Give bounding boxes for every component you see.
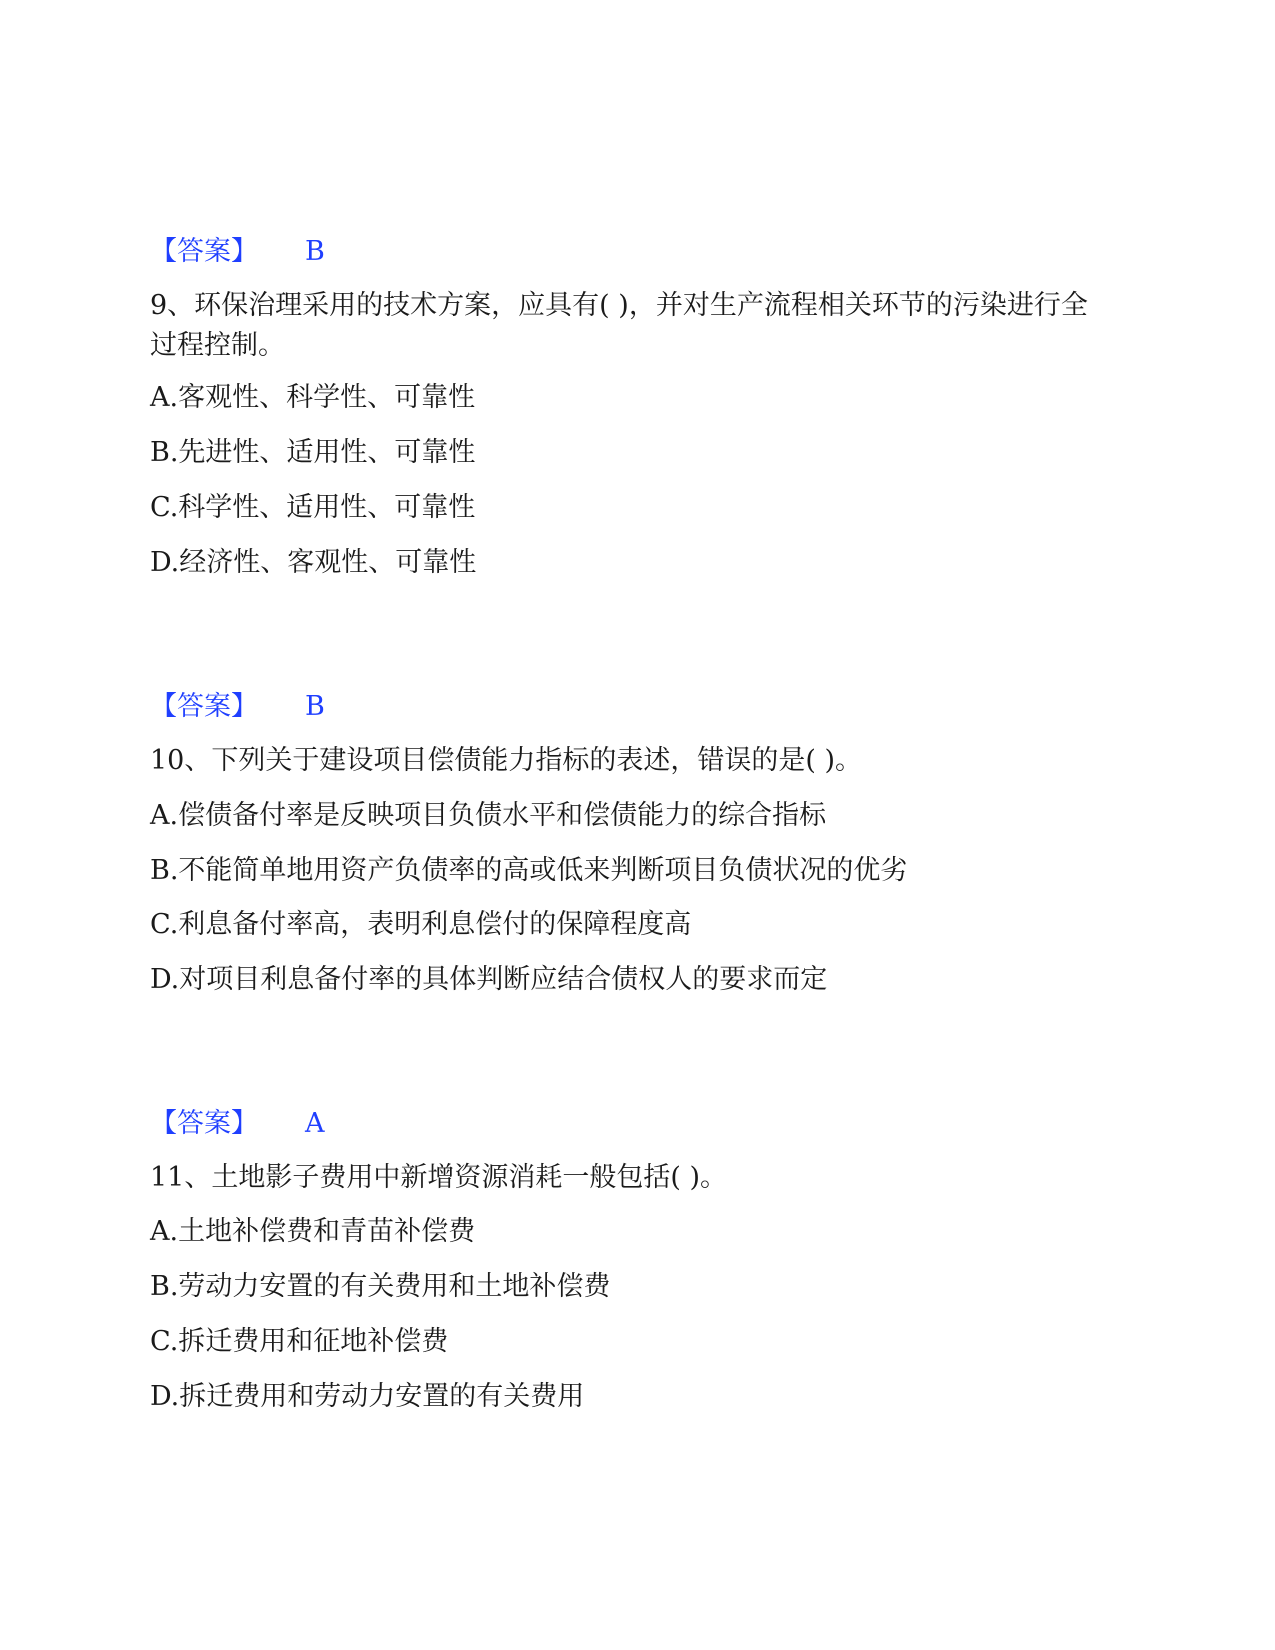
- answer-value: B: [305, 236, 325, 267]
- option-d: D.经济性、客观性、可靠性: [150, 547, 477, 578]
- answer-line: [150, 232, 325, 272]
- answer-line: [150, 1104, 325, 1144]
- answer-value: A: [305, 1108, 325, 1139]
- question-text: 10、下列关于建设项目偿债能力指标的表述，错误的是( )。: [150, 745, 863, 776]
- option-d: D.对项目利息备付率的具体判断应结合债权人的要求而定: [150, 964, 828, 995]
- answer-label: 【答案】: [150, 236, 258, 267]
- option-b: B.劳动力安置的有关费用和土地补偿费: [150, 1271, 611, 1302]
- option-c: C.利息备付率高，表明利息偿付的保障程度高: [150, 909, 692, 940]
- answer-label: 【答案】: [150, 691, 258, 722]
- option-c: C.科学性、适用性、可靠性: [150, 492, 476, 523]
- question-text: 9、环保治理采用的技术方案，应具有( )，并对生产流程相关环节的污染进行全过程控制。: [150, 290, 1088, 361]
- option-a: A.偿债备付率是反映项目负债水平和偿债能力的综合指标: [150, 800, 827, 831]
- option-b: B.先进性、适用性、可靠性: [150, 437, 476, 468]
- option-a: A.客观性、科学性、可靠性: [150, 382, 476, 413]
- answer-line: [150, 687, 325, 727]
- question-text: 11、土地影子费用中新增资源消耗一般包括( )。: [150, 1162, 728, 1193]
- option-d: D.拆迁费用和劳动力安置的有关费用: [150, 1381, 585, 1412]
- answer-value: B: [305, 691, 325, 722]
- option-c: C.拆迁费用和征地补偿费: [150, 1326, 449, 1357]
- option-a: A.土地补偿费和青苗补偿费: [150, 1216, 476, 1247]
- option-b: B.不能简单地用资产负债率的高或低来判断项目负债状况的优劣: [150, 855, 908, 886]
- answer-label: 【答案】: [150, 1108, 258, 1139]
